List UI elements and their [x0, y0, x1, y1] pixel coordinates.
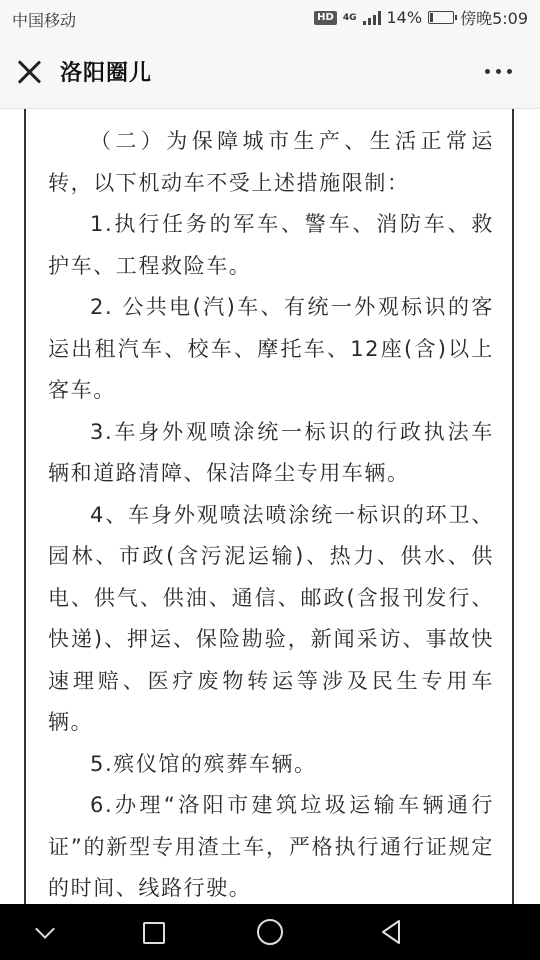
more-icon[interactable] [485, 69, 512, 74]
signal-icon [363, 11, 381, 25]
system-nav-bar [0, 904, 540, 960]
status-bar [0, 0, 540, 36]
battery-fill [430, 13, 433, 22]
battery-icon [428, 11, 454, 24]
carrier-name: 中国移动 [12, 11, 77, 30]
close-icon[interactable] [16, 58, 44, 86]
paragraph-item-3: 3.车身外观喷涂统一标识的行政执法车辆和道路清障、保洁降尘专用车辆。 [48, 419, 494, 485]
page-title: 洛阳圈儿 [60, 61, 153, 86]
paragraph-item-2: 2. 公共电(汽)车、有统一外观标识的客运出租汽车、校车、摩托车、12座(含)以上客车。 [48, 295, 494, 402]
back-icon[interactable] [378, 918, 406, 946]
hd-icon: HD [314, 11, 337, 25]
paragraph-item-4: 4、车身外观喷法喷涂统一标识的环卫、园林、市政(含污泥运输)、热力、供水、供电、供气、供油、通信、邮政(含报刊发行、快递)、押运、保险勘验，新闻采访、事故快速理赔、医疗废物转运等涉及民生专用车辆。 [48, 502, 494, 734]
document-text [48, 121, 494, 910]
recent-apps-icon[interactable] [139, 918, 167, 946]
app-header [0, 36, 540, 109]
article-content[interactable] [0, 109, 540, 904]
network-type-icon: 4G [342, 12, 357, 23]
home-icon[interactable] [256, 918, 284, 946]
paragraph-item-5: 5.殡仪馆的殡葬车辆。 [90, 751, 317, 776]
battery-percent: 14% [386, 8, 423, 27]
paragraph-item-1: 1.执行任务的军车、警车、消防车、救护车、工程救险车。 [48, 212, 494, 278]
paragraph-intro: （二）为保障城市生产、生活正常运转，以下机动车不受上述措施限制： [48, 129, 494, 195]
clock: 傍晚5:09 [460, 9, 528, 28]
paragraph-item-6: 6.办理“洛阳市建筑垃圾运输车辆通行证”的新型专用渣土车，严格执行通行证规定的时间、线路行驶。 [48, 793, 494, 900]
status-icons [314, 6, 528, 29]
chevron-down-icon[interactable] [32, 918, 60, 946]
